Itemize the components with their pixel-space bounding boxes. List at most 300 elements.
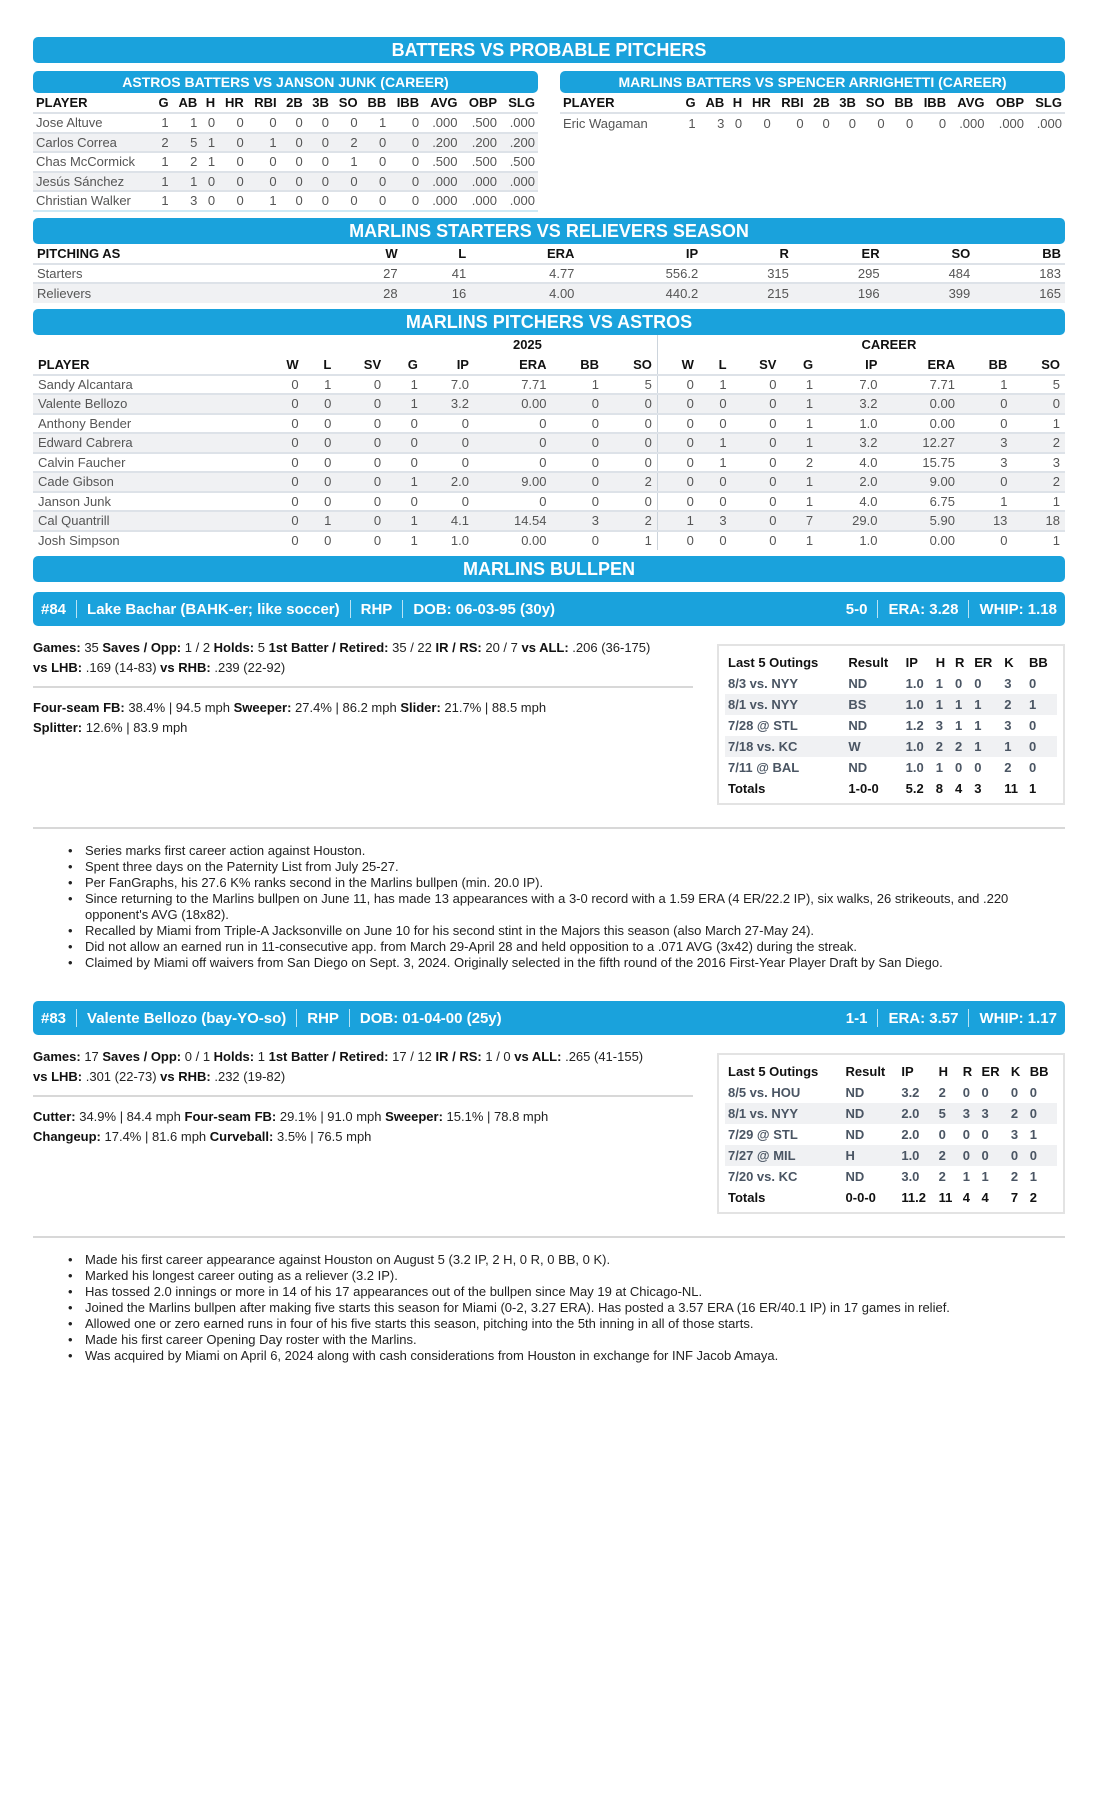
stat-cell: 0 bbox=[604, 453, 657, 473]
stat-cell: 0 bbox=[304, 433, 337, 453]
stat-cell: 1 bbox=[781, 394, 818, 414]
stat-cell: 0 bbox=[386, 433, 423, 453]
stat-cell: 1 bbox=[304, 511, 337, 531]
totals-cell: 4 bbox=[954, 781, 963, 796]
column-header: RBI bbox=[254, 95, 277, 110]
stat-cell: 0 bbox=[336, 511, 386, 531]
outing-stat: 2 bbox=[938, 1169, 946, 1184]
stat-cell: 29.0 bbox=[818, 511, 882, 531]
stat-value: 29.1% | 91.0 mph bbox=[276, 1109, 386, 1124]
stat-cell: 440.2 bbox=[578, 283, 702, 303]
stat-cell: 0 bbox=[336, 414, 386, 434]
stat-cell: 16 bbox=[402, 283, 471, 303]
stat-cell: 0 bbox=[361, 152, 390, 172]
stat-cell: 3 bbox=[172, 191, 201, 211]
separator bbox=[968, 600, 969, 618]
stat-label: Cutter: bbox=[33, 1109, 76, 1124]
player-name: Carlos Correa bbox=[33, 133, 153, 153]
column-header: IP bbox=[901, 1064, 914, 1079]
totals-cell: Totals bbox=[728, 1190, 766, 1205]
outing-stat: 2 bbox=[952, 736, 971, 757]
stat-cell: 0 bbox=[247, 113, 280, 133]
stat-cell: 1 bbox=[386, 394, 423, 414]
note-item: • Joined the Marlins bullpen after making five starts this season for Miami (0-2, 3.27 ERA). Has posted a 3.57 ERA (16 ER/40.1 IP) in 17 games in relief. bbox=[85, 1300, 1065, 1316]
note-item: • Claimed by Miami off waivers from San Diego on Sept. 3, 2024. Originally selected in the fifth round of the 2016 First-Year Player Draft by San Diego. bbox=[85, 955, 1065, 971]
column-header: ERA bbox=[546, 245, 575, 261]
stat-cell: 0 bbox=[604, 394, 657, 414]
stat-label: IR / RS: bbox=[435, 640, 482, 655]
column-header: L bbox=[718, 356, 727, 372]
column-header: H bbox=[938, 1064, 949, 1079]
batters-vs-pitchers-row bbox=[33, 71, 1065, 212]
stat-value: 12.6% | 83.9 mph bbox=[82, 720, 188, 735]
stats-line bbox=[33, 1047, 693, 1067]
player-name: Chas McCormick bbox=[33, 152, 153, 172]
stat-cell: 0 bbox=[474, 433, 552, 453]
astros-vs-junk-title: ASTROS BATTERS VS JANSON JUNK (CAREER) bbox=[33, 71, 538, 93]
stat-cell: 0 bbox=[552, 433, 604, 453]
stat-cell: 0 bbox=[304, 492, 337, 512]
stat-cell: 0 bbox=[552, 531, 604, 551]
outing-stat: 0 bbox=[960, 1145, 979, 1166]
stat-cell: 399 bbox=[884, 283, 975, 303]
column-header: AVG bbox=[957, 95, 985, 110]
divider bbox=[33, 1095, 693, 1097]
stat-value: 17 / 12 bbox=[388, 1049, 436, 1064]
stat-cell: 2 bbox=[604, 472, 657, 492]
stat-cell: 5.90 bbox=[882, 511, 960, 531]
totals-cell: 0-0-0 bbox=[845, 1190, 876, 1205]
outing-stat: 0 bbox=[962, 1085, 970, 1100]
column-header: R bbox=[954, 655, 965, 670]
stat-value: .169 (14-83) bbox=[82, 660, 161, 675]
stat-cell: 0 bbox=[774, 113, 807, 133]
outing-stat: 0 bbox=[1028, 718, 1037, 733]
outing-stat: 2 bbox=[1010, 1169, 1019, 1184]
column-header: AB bbox=[178, 95, 198, 110]
player-body bbox=[33, 1047, 1065, 1214]
outing-game: 8/1 vs. NYY bbox=[725, 1103, 843, 1124]
outing-stat: 0 bbox=[938, 1127, 946, 1142]
player-name: Janson Junk bbox=[33, 492, 263, 512]
stat-cell: 2.0 bbox=[818, 472, 882, 492]
stat-cell: 0 bbox=[423, 453, 474, 473]
stat-cell: 0 bbox=[306, 172, 332, 192]
stat-cell: 28 bbox=[333, 283, 402, 303]
stat-cell: 41 bbox=[402, 264, 471, 284]
stat-cell: 0 bbox=[552, 472, 604, 492]
player-name: Valente Bellozo bbox=[33, 394, 263, 414]
stat-cell: .200 bbox=[422, 133, 460, 153]
stat-cell: 6.75 bbox=[882, 492, 960, 512]
pitch-mix-line bbox=[33, 718, 693, 738]
player-whip: WHIP: 1.18 bbox=[979, 600, 1057, 618]
stat-cell: 0 bbox=[552, 394, 604, 414]
stat-cell: 2 bbox=[604, 511, 657, 531]
column-header: IBB bbox=[396, 95, 420, 110]
stat-cell: .200 bbox=[461, 133, 501, 153]
outing-row bbox=[725, 1103, 1057, 1124]
table-row bbox=[33, 531, 1065, 551]
player-header-bar bbox=[33, 592, 1065, 626]
column-header: K bbox=[1004, 655, 1014, 670]
outing-stat: 0 bbox=[1028, 676, 1037, 691]
stat-cell: 0 bbox=[263, 531, 304, 551]
stat-cell: 3 bbox=[699, 511, 732, 531]
stat-cell: 3 bbox=[699, 113, 728, 133]
last-5-outings-table bbox=[725, 1061, 1057, 1208]
player-card bbox=[33, 1001, 1065, 1364]
outing-stat: 0 bbox=[1026, 736, 1057, 757]
stat-cell: 0 bbox=[1012, 394, 1065, 414]
divider bbox=[33, 827, 1065, 829]
totals-cell: 4 bbox=[962, 1190, 970, 1205]
stat-label: Slider: bbox=[400, 700, 441, 715]
stat-cell: 3.2 bbox=[818, 433, 882, 453]
stat-cell: 0 bbox=[657, 453, 699, 473]
stat-cell: 0 bbox=[304, 531, 337, 551]
section-header-bullpen: MARLINS BULLPEN bbox=[33, 556, 1065, 582]
stat-cell: 1 bbox=[386, 531, 423, 551]
stat-value: .239 (22-92) bbox=[210, 660, 286, 675]
separator bbox=[296, 1009, 297, 1027]
stat-cell: 0 bbox=[263, 472, 304, 492]
outing-stat: 2 bbox=[933, 736, 952, 757]
stat-cell: 0 bbox=[218, 113, 247, 133]
column-header: BB bbox=[1029, 1064, 1049, 1079]
player-number: #84 bbox=[41, 600, 67, 618]
stat-value: 0 / 1 bbox=[181, 1049, 214, 1064]
stat-cell: 7.0 bbox=[423, 375, 474, 395]
stat-cell: 1 bbox=[781, 375, 818, 395]
stat-cell: 0 bbox=[657, 414, 699, 434]
note-item: • Per FanGraphs, his 27.6 K% ranks second in the Marlins bullpen (min. 20.0 IP). bbox=[85, 875, 1065, 891]
stat-cell: 1 bbox=[1012, 414, 1065, 434]
stat-label: Holds: bbox=[213, 640, 255, 655]
player-name: Eric Wagaman bbox=[560, 113, 680, 133]
table-row bbox=[33, 492, 1065, 512]
stat-cell: .000 bbox=[500, 191, 538, 211]
outing-row bbox=[725, 1145, 1057, 1166]
outing-stat: 0 bbox=[979, 1145, 1008, 1166]
outing-stat: 1 bbox=[954, 718, 963, 733]
stat-cell: 3 bbox=[552, 511, 604, 531]
stat-cell: 0.00 bbox=[474, 394, 552, 414]
stat-cell: 13 bbox=[960, 511, 1012, 531]
outing-stat: BS bbox=[845, 694, 902, 715]
outing-game: 7/29 @ STL bbox=[728, 1127, 798, 1142]
outing-stat: 0 bbox=[974, 760, 982, 775]
stat-cell: 0 bbox=[732, 511, 782, 531]
stat-cell: 0 bbox=[657, 531, 699, 551]
outing-stat: 0 bbox=[1029, 1085, 1037, 1100]
stat-cell: .500 bbox=[422, 152, 460, 172]
table-row bbox=[33, 113, 538, 133]
stat-cell: 0 bbox=[336, 472, 386, 492]
stat-cell: .000 bbox=[422, 113, 460, 133]
note-item: • Made his first career appearance against Houston on August 5 (3.2 IP, 2 H, 0 R, 0 BB, 0 K). bbox=[85, 1252, 1065, 1268]
stat-cell: 1 bbox=[960, 492, 1012, 512]
column-header: W bbox=[681, 356, 694, 372]
note-item: • Series marks first career action against Houston. bbox=[85, 843, 1065, 859]
stat-value: 1 / 0 bbox=[481, 1049, 515, 1064]
column-header: BB bbox=[580, 356, 599, 372]
note-item: • Since returning to the Marlins bullpen on June 11, has made 13 appearances with a 3-0 record with a 1.59 ERA (4 ER/22.2 IP), six walks, 26 strikeouts, and .220 opponent's AVG (18x82). bbox=[85, 891, 1065, 923]
separator bbox=[349, 1009, 350, 1027]
stat-cell: .000 bbox=[422, 172, 460, 192]
column-header: 3B bbox=[312, 95, 329, 110]
stat-label: Holds: bbox=[213, 1049, 255, 1064]
stat-label: Changeup: bbox=[33, 1129, 101, 1144]
stat-cell: 1 bbox=[781, 531, 818, 551]
stat-cell: 0 bbox=[859, 113, 888, 133]
stat-cell: .500 bbox=[500, 152, 538, 172]
outing-stat: 0 bbox=[1027, 1145, 1057, 1166]
marlins-vs-arrighetti-table bbox=[560, 93, 1065, 133]
column-header: SLG bbox=[508, 95, 535, 110]
stat-cell: 1 bbox=[781, 433, 818, 453]
pitch-mix-line bbox=[33, 698, 693, 718]
stat-cell: 0 bbox=[332, 191, 361, 211]
stat-cell: 1.0 bbox=[818, 531, 882, 551]
stat-cell: 2 bbox=[1012, 472, 1065, 492]
stat-value: 1 bbox=[254, 1049, 269, 1064]
column-header: 2B bbox=[286, 95, 303, 110]
stat-cell: 0 bbox=[699, 472, 732, 492]
group-career-label: CAREER bbox=[861, 337, 917, 352]
stat-cell: 0 bbox=[263, 511, 304, 531]
stat-cell: 0 bbox=[332, 172, 361, 192]
stat-cell: 0 bbox=[336, 492, 386, 512]
outing-stat: 3 bbox=[1010, 1127, 1019, 1142]
player-dob: DOB: 01-04-00 (25y) bbox=[359, 1009, 502, 1027]
outing-stat: 1 bbox=[1026, 694, 1057, 715]
column-header: H bbox=[935, 655, 946, 670]
outing-stat: 1 bbox=[971, 736, 1001, 757]
stat-cell: 0 bbox=[657, 394, 699, 414]
column-header: ER bbox=[981, 1064, 1000, 1079]
stat-cell: 0 bbox=[386, 453, 423, 473]
stat-value: 35 bbox=[80, 640, 103, 655]
outing-stat: 0 bbox=[981, 1127, 989, 1142]
group-2025-label: 2025 bbox=[263, 335, 657, 355]
player-name: Starters bbox=[33, 264, 333, 284]
stat-cell: 215 bbox=[702, 283, 793, 303]
stat-cell: 0 bbox=[218, 152, 247, 172]
stat-cell: 7.71 bbox=[474, 375, 552, 395]
player-name: Josh Simpson bbox=[33, 531, 263, 551]
stat-cell: .500 bbox=[461, 113, 501, 133]
separator bbox=[76, 1009, 77, 1027]
stat-label: 1st Batter / Retired: bbox=[268, 640, 389, 655]
stat-cell: 1 bbox=[552, 375, 604, 395]
stat-label: vs ALL: bbox=[514, 1049, 562, 1064]
outing-stat: 3 bbox=[935, 718, 943, 733]
player-whip: WHIP: 1.17 bbox=[979, 1009, 1057, 1027]
stat-cell: 5 bbox=[172, 133, 201, 153]
bullpen-players bbox=[33, 592, 1065, 1364]
stat-value: 5 bbox=[254, 640, 269, 655]
stat-cell: 0 bbox=[389, 113, 422, 133]
outing-row bbox=[725, 736, 1057, 757]
stat-cell: 0 bbox=[474, 492, 552, 512]
stat-cell: 2 bbox=[1012, 433, 1065, 453]
stat-cell: 0 bbox=[389, 133, 422, 153]
column-header: Last 5 Outings bbox=[728, 655, 819, 670]
outing-stat: W bbox=[845, 736, 902, 757]
outing-stat: 1 bbox=[962, 1169, 970, 1184]
outing-stat: 2.0 bbox=[898, 1103, 935, 1124]
stat-cell: 0 bbox=[888, 113, 917, 133]
stat-cell: 1 bbox=[153, 172, 172, 192]
note-item: • Did not allow an earned run in 11-consecutive app. from March 29-April 28 and held opposition to a .071 AVG (3x42) during the streak. bbox=[85, 939, 1065, 955]
outing-stat: 1.0 bbox=[905, 676, 924, 691]
table-row bbox=[33, 191, 538, 211]
stat-cell: 0 bbox=[423, 414, 474, 434]
outing-game: 8/3 vs. NYY bbox=[728, 676, 799, 691]
stat-cell: 0 bbox=[727, 113, 745, 133]
stat-cell: 0 bbox=[833, 113, 859, 133]
stat-cell: 0 bbox=[332, 113, 361, 133]
stat-cell: 0 bbox=[263, 492, 304, 512]
table-row bbox=[33, 172, 538, 192]
stat-cell: 3 bbox=[960, 433, 1012, 453]
starters-relievers-table bbox=[33, 244, 1065, 303]
column-header: SV bbox=[759, 356, 777, 372]
player-name: Christian Walker bbox=[33, 191, 153, 211]
column-header: G bbox=[158, 95, 169, 110]
player-notes bbox=[85, 1252, 1065, 1364]
column-header: RBI bbox=[781, 95, 804, 110]
stat-cell: 0 bbox=[657, 492, 699, 512]
column-header: G bbox=[802, 356, 814, 372]
last-5-outings-panel bbox=[717, 644, 1065, 805]
note-item: • Allowed one or zero earned runs in four of his five starts this season, pitching into the 5th inning in all of those starts. bbox=[85, 1316, 1065, 1332]
separator bbox=[877, 1009, 878, 1027]
marlins-vs-arrighetti-title: MARLINS BATTERS VS SPENCER ARRIGHETTI (CAREER) bbox=[560, 71, 1065, 93]
stat-cell: 315 bbox=[702, 264, 793, 284]
column-header: OBP bbox=[468, 95, 498, 110]
outing-stat: 1 bbox=[952, 694, 971, 715]
table-header-row bbox=[33, 244, 1065, 264]
column-header: SO bbox=[1041, 356, 1060, 372]
stat-cell: 1 bbox=[1012, 492, 1065, 512]
outing-game: 7/11 @ BAL bbox=[728, 760, 800, 775]
player-stats bbox=[33, 1047, 693, 1214]
stat-label: Games: bbox=[33, 1049, 81, 1064]
page bbox=[33, 37, 1065, 1364]
outing-row bbox=[725, 1124, 1057, 1145]
outing-game: 7/20 vs. KC bbox=[728, 1169, 798, 1184]
column-header: AVG bbox=[430, 95, 458, 110]
stat-cell: 0 bbox=[280, 133, 306, 153]
stat-cell: 0 bbox=[386, 414, 423, 434]
outing-stat: 1 bbox=[935, 760, 943, 775]
stat-label: vs RHB: bbox=[160, 660, 211, 675]
stat-cell: 14.54 bbox=[474, 511, 552, 531]
stat-cell: 0 bbox=[552, 492, 604, 512]
table-row bbox=[33, 414, 1065, 434]
player-stats bbox=[33, 638, 693, 805]
stat-value: .206 (36-175) bbox=[568, 640, 651, 655]
totals-cell: 5.2 bbox=[905, 781, 924, 796]
player-name: Edward Cabrera bbox=[33, 433, 263, 453]
outing-stat: 3 bbox=[1004, 676, 1012, 691]
column-header: HR bbox=[751, 95, 771, 110]
column-header: Result bbox=[845, 1064, 886, 1079]
table-row bbox=[33, 133, 538, 153]
column-header: Last 5 Outings bbox=[728, 1064, 819, 1079]
player-name: Jesús Sánchez bbox=[33, 172, 153, 192]
stat-cell: 0 bbox=[657, 375, 699, 395]
stat-value: 1 / 2 bbox=[181, 640, 214, 655]
stat-cell: 3 bbox=[1012, 453, 1065, 473]
outing-stat: 1 bbox=[933, 694, 952, 715]
stat-cell: 3.2 bbox=[818, 394, 882, 414]
column-header: IP bbox=[865, 356, 878, 372]
outing-stat: ND bbox=[848, 718, 868, 733]
player-notes bbox=[85, 843, 1065, 971]
outing-row bbox=[725, 757, 1057, 778]
stat-cell: 0 bbox=[732, 394, 782, 414]
stat-cell: 0 bbox=[960, 394, 1012, 414]
stat-cell: 0 bbox=[304, 453, 337, 473]
stat-cell: 0 bbox=[247, 152, 280, 172]
stat-cell: 0 bbox=[657, 472, 699, 492]
stat-cell: 1 bbox=[1012, 531, 1065, 551]
stat-cell: 1 bbox=[960, 375, 1012, 395]
stat-cell: 0.00 bbox=[474, 531, 552, 551]
stat-label: Saves / Opp: bbox=[102, 1049, 182, 1064]
stat-cell: 196 bbox=[793, 283, 884, 303]
stats-line bbox=[33, 658, 693, 678]
player-name: Calvin Faucher bbox=[33, 453, 263, 473]
column-header: H bbox=[205, 95, 216, 110]
stat-label: IR / RS: bbox=[435, 1049, 482, 1064]
table-row bbox=[33, 472, 1065, 492]
stat-cell: 0 bbox=[306, 152, 332, 172]
totals-cell: 8 bbox=[935, 781, 943, 796]
stat-cell: 0 bbox=[263, 414, 304, 434]
column-header: W bbox=[286, 356, 299, 372]
outing-stat: 2 bbox=[1004, 760, 1012, 775]
column-header: G bbox=[407, 356, 418, 372]
stat-cell: 7 bbox=[781, 511, 818, 531]
outing-stat: 0 bbox=[1028, 760, 1037, 775]
stat-cell: .000 bbox=[461, 172, 501, 192]
outing-stat: 1 bbox=[1029, 1169, 1037, 1184]
note-item: • Recalled by Miami from Triple-A Jacksonville on June 10 for his second stint in the Majors this season (also March 27-May 24). bbox=[85, 923, 1065, 939]
column-header: BB bbox=[894, 95, 914, 110]
stat-cell: 0 bbox=[280, 172, 306, 192]
stat-cell: 0 bbox=[474, 453, 552, 473]
stat-cell: 2 bbox=[172, 152, 201, 172]
table-header-row bbox=[725, 652, 1057, 673]
stat-cell: 0 bbox=[807, 113, 833, 133]
divider bbox=[33, 686, 693, 688]
stat-cell: 1 bbox=[386, 375, 423, 395]
stat-label: Curveball: bbox=[209, 1129, 274, 1144]
stat-cell: 0 bbox=[263, 453, 304, 473]
outing-stat: 2.0 bbox=[901, 1127, 920, 1142]
column-header: L bbox=[458, 245, 467, 261]
outing-game: 7/28 @ STL bbox=[728, 718, 798, 733]
outing-stat: ND bbox=[845, 1169, 865, 1184]
outing-row bbox=[725, 694, 1057, 715]
outing-stat: ND bbox=[848, 676, 868, 691]
stat-cell: 2 bbox=[153, 133, 172, 153]
stat-cell: 1 bbox=[781, 472, 818, 492]
